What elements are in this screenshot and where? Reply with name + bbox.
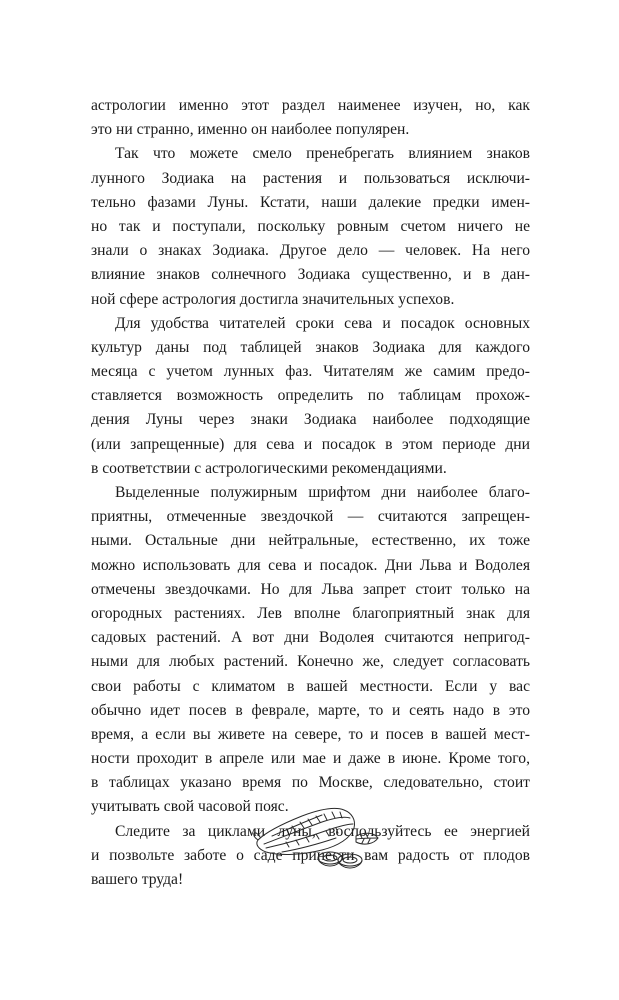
- text-line: ставляется возможность определить по таблицам прохож-: [91, 387, 530, 405]
- text-line: тельно фазами Луны. Кстати, наши далекие предки имен-: [91, 193, 530, 211]
- text-line: влияние знаков солнечного Зодиака существенно, и в дан-: [91, 266, 530, 284]
- text-line: ной сфере астрология достигла значительных успехов.: [91, 290, 455, 308]
- text-line: дения Луны через знаки Зодиака наиболее подходящие: [91, 411, 530, 429]
- text-line: отмечены звездочками. Но для Льва запрет стоит только на: [91, 580, 530, 598]
- paragraph: [91, 312, 530, 481]
- text-line: это ни странно, именно он наиболее популярен.: [91, 121, 410, 139]
- paragraph: [91, 94, 530, 142]
- text-line: вашего труда!: [91, 871, 184, 888]
- text-line: Для удобства читателей сроки сева и посадок основных: [115, 314, 530, 332]
- text-line: и позвольте заботе о саде принести вам радость от плодов: [91, 846, 530, 864]
- text-line: в соответствии с астрологическими рекомендациями.: [91, 459, 447, 477]
- text-line: астрологии именно этот раздел наименее изучен, но, как: [91, 97, 530, 114]
- text-line: культур даны под таблицей знаков Зодиака для каждого: [91, 338, 530, 356]
- text-line: Следите за циклами луны, воспользуйтесь ее энергией: [115, 822, 530, 840]
- zucchini-icon: [252, 802, 382, 870]
- text-line: знали о знаках Зодиака. Другое дело — человек. На него: [91, 242, 530, 260]
- paragraph: [91, 481, 530, 820]
- text-line: Выделенные полужирным шрифтом дни наиболее благо-: [115, 484, 530, 501]
- text-line: садовых растений. А вот дни Водолея считаются непригод-: [91, 629, 530, 647]
- text-line: в таблицах указано время по Москве, следовательно, стоит: [91, 774, 530, 792]
- text-line: Так что можете смело пренебрегать влиянием знаков: [115, 145, 530, 163]
- page-body: [91, 94, 530, 892]
- text-line: обычно идет посев в феврале, марте, то и сеять надо в это: [91, 701, 530, 719]
- text-line: месяца с учетом лунных фаз. Читателям же самим предо-: [91, 363, 530, 381]
- text-line: огородных растениях. Лев вполне благоприятный знак для: [91, 604, 530, 622]
- text-line: приятны, отмеченные звездочкой — считаются запрещен-: [91, 508, 530, 526]
- text-line: но так и поступали, поскольку ровным счетом ничего не: [91, 217, 530, 235]
- text-line: учитывать свой часовой пояс.: [91, 798, 289, 816]
- text-line: свои работы с климатом в вашей местности. Если у вас: [91, 677, 530, 695]
- text-line: ными для любых растений. Конечно же, следует согласовать: [91, 653, 530, 671]
- paragraph: [91, 142, 530, 311]
- text-line: время, а если вы живете на севере, то и посев в вашей мест-: [91, 725, 530, 743]
- text-line: ности проходит в апреле или мае и даже в июне. Кроме того,: [91, 750, 530, 768]
- text-line: (или запрещенные) для сева и посадок в этом периоде дни: [91, 435, 530, 453]
- text-line: лунного Зодиака на растения и пользоваться исключи-: [91, 169, 530, 187]
- text-line: ными. Остальные дни нейтральные, естественно, их тоже: [91, 532, 530, 550]
- text-line: можно использовать для сева и посадок. Дни Льва и Водолея: [91, 556, 530, 574]
